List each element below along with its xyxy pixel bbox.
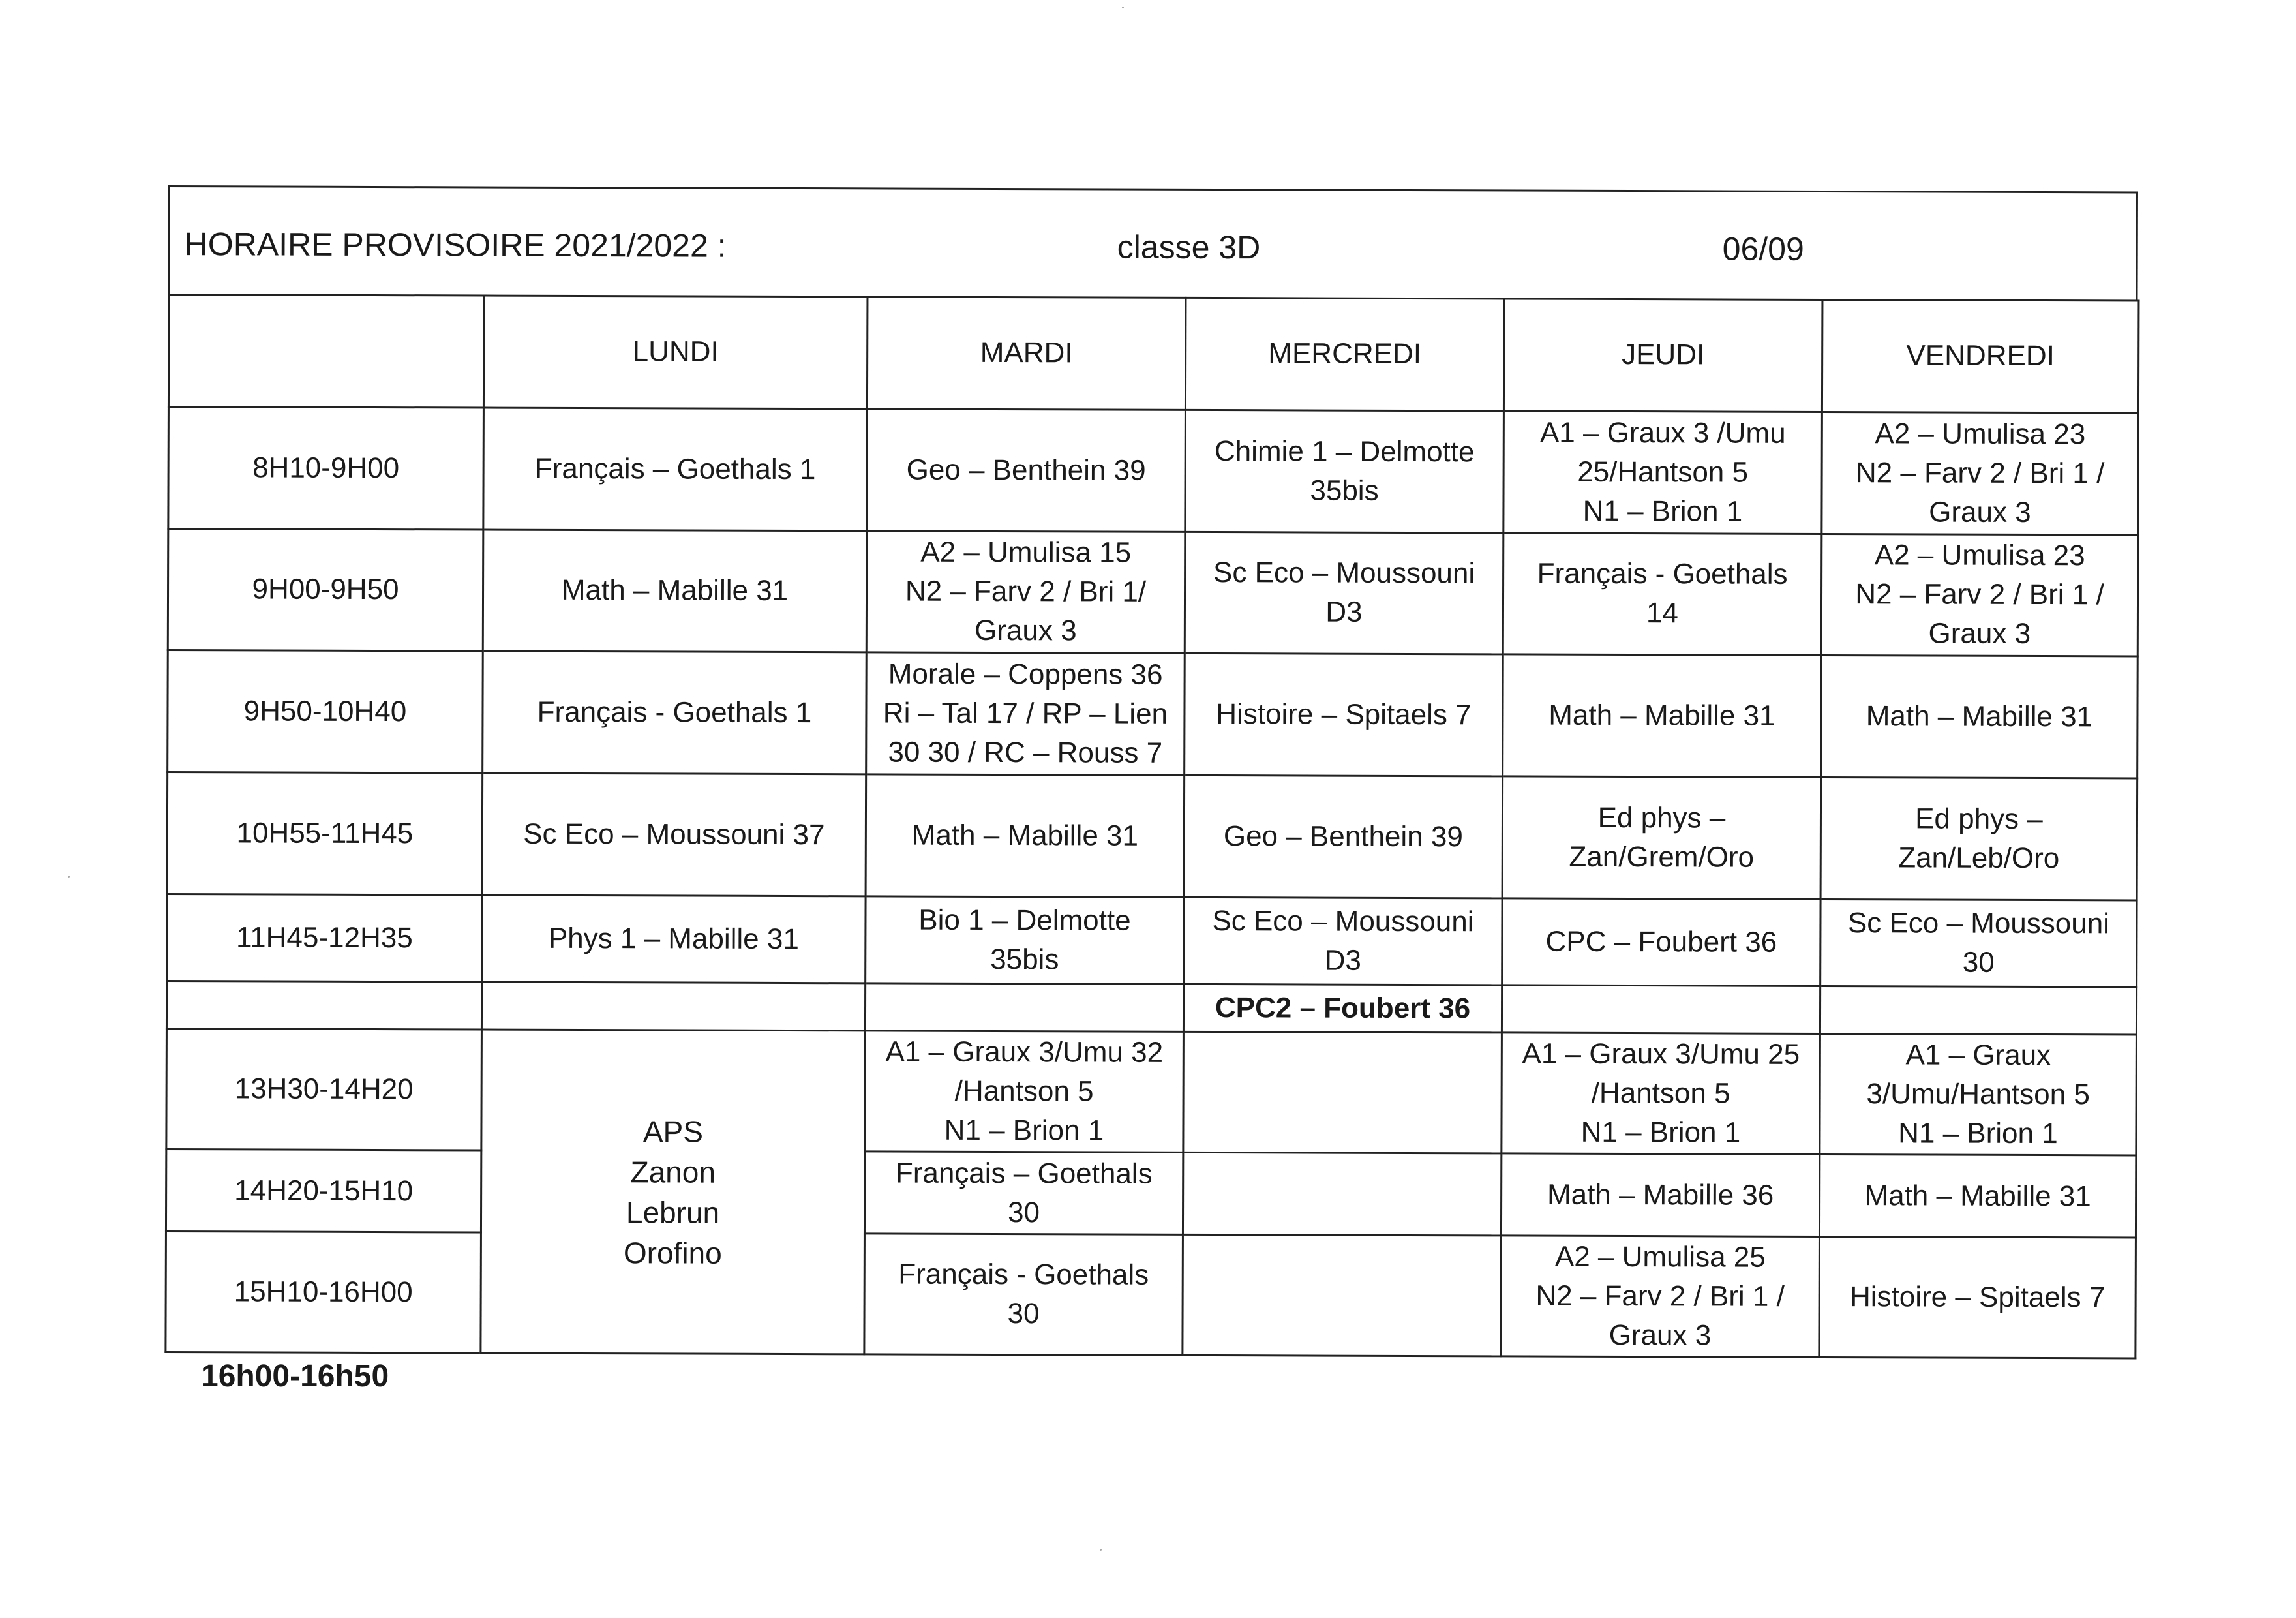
lesson-cell: Bio 1 – Delmotte 35bis <box>866 896 1184 985</box>
lesson-cell: A1 – Graux 3/Umu 32 /Hantson 5 N1 – Brion 1 <box>865 1031 1184 1152</box>
table-row <box>168 406 2139 534</box>
lesson-cell: Sc Eco – Moussouni 37 <box>482 773 866 896</box>
day-header-lundi: LUNDI <box>483 296 868 409</box>
lesson-cell: A1 – Graux 3/Umu/Hantson 5 N1 – Brion 1 <box>1820 1034 2137 1155</box>
class-label: classe 3D <box>1117 228 1261 266</box>
lesson-cell: Math – Mabille 36 <box>1501 1153 1819 1237</box>
day-header-mercredi: MERCREDI <box>1185 298 1504 410</box>
day-header-mardi: MARDI <box>867 297 1186 410</box>
lesson-cell: Geo – Benthein 39 <box>1184 776 1503 898</box>
lesson-cell <box>1183 1031 1502 1153</box>
lesson-cell: A2 – Umulisa 25 N2 – Farv 2 / Bri 1 / Graux 3 <box>1501 1236 1820 1357</box>
lesson-cell: Math – Mabille 31 <box>1503 654 1822 777</box>
lesson-cell: A2 – Umulisa 15 N2 – Farv 2 / Bri 1/ Graux 3 <box>866 530 1185 653</box>
lesson-cell: Phys 1 – Mabille 31 <box>482 895 866 983</box>
lesson-cell: Ed phys – Zan/Leb/Oro <box>1820 778 2137 900</box>
table-row <box>166 1149 2136 1238</box>
timetable <box>164 185 2138 1359</box>
lesson-cell: Ed phys – Zan/Grem/Oro <box>1502 776 1821 899</box>
time-slot <box>166 981 481 1030</box>
timetable-title: HORAIRE PROVISOIRE 2021/2022 : <box>184 226 727 264</box>
time-slot: 15H10-16H00 <box>166 1232 481 1353</box>
lesson-cell: Math – Mabille 31 <box>1819 1154 2136 1238</box>
scan-speck <box>1122 7 1124 8</box>
time-slot: 14H20-15H10 <box>166 1149 481 1232</box>
date-label: 06/09 <box>1722 230 1804 267</box>
extra-time-slot: 16h00-16h50 <box>201 1359 389 1394</box>
lesson-cell: Français – Goethals 1 <box>483 408 868 531</box>
lesson-cell <box>865 983 1183 1031</box>
lesson-cell: Histoire – Spitaels 7 <box>1185 654 1503 776</box>
lesson-cell: Morale – Coppens 36 Ri – Tal 17 / RP – Lien 30 30 / RC – Rouss 7 <box>866 652 1185 775</box>
table-row <box>167 894 2137 988</box>
lesson-cell: Geo – Benthein 39 <box>867 409 1186 532</box>
lesson-cell <box>1820 986 2136 1035</box>
time-slot: 9H00-9H50 <box>168 528 483 651</box>
day-header-vendredi: VENDREDI <box>1822 299 2139 412</box>
lesson-cell: Sc Eco – Moussouni D3 <box>1184 897 1502 985</box>
lesson-cell: Math – Mabille 31 <box>866 774 1185 897</box>
table-row <box>168 650 2138 778</box>
lesson-cell: Math – Mabille 31 <box>1821 656 2138 778</box>
scan-speck <box>68 876 70 878</box>
lesson-cell <box>1183 1152 1501 1236</box>
lesson-cell: A2 – Umulisa 23 N2 – Farv 2 / Bri 1 / Graux 3 <box>1822 412 2139 534</box>
lesson-cell: Sc Eco – Moussouni 30 <box>1820 900 2137 988</box>
table-row <box>168 528 2138 656</box>
day-header-jeudi: JEUDI <box>1503 299 1822 412</box>
schedule-grid <box>164 294 2139 1359</box>
lesson-cell: CPC – Foubert 36 <box>1502 898 1820 986</box>
lesson-cell <box>481 982 865 1031</box>
lesson-cell: Français - Goethals 14 <box>1503 532 1822 655</box>
lesson-cell: Français - Goethals 1 <box>483 651 867 774</box>
lesson-cell: Chimie 1 – Delmotte 35bis <box>1185 410 1504 532</box>
table-row <box>167 772 2137 900</box>
lesson-cell <box>1183 1235 1502 1356</box>
lesson-cell: A2 – Umulisa 23 N2 – Farv 2 / Bri 1 / Graux 3 <box>1821 534 2138 656</box>
lesson-cell: A1 – Graux 3/Umu 25 /Hantson 5 N1 – Brion 1 <box>1502 1033 1820 1154</box>
lesson-cell: Français – Goethals 30 <box>864 1152 1183 1235</box>
lesson-cell: Français - Goethals 30 <box>864 1234 1183 1355</box>
day-header-row <box>168 295 2139 413</box>
lesson-cell: CPC2 – Foubert 36 <box>1183 985 1502 1033</box>
lesson-cell: APS Zanon Lebrun Orofino <box>481 1030 866 1354</box>
time-slot: 8H10-9H00 <box>168 406 484 529</box>
lesson-cell: Math – Mabille 31 <box>483 530 867 653</box>
timetable-header <box>168 185 2138 299</box>
lesson-cell: Histoire – Spitaels 7 <box>1819 1237 2136 1358</box>
lesson-cell: Sc Eco – Moussouni D3 <box>1185 532 1503 654</box>
time-slot: 9H50-10H40 <box>168 650 483 773</box>
corner-cell <box>168 295 484 408</box>
scan-speck <box>1100 1549 1102 1551</box>
lesson-cell <box>1502 985 1820 1033</box>
time-slot: 13H30-14H20 <box>166 1029 482 1150</box>
lesson-cell: A1 – Graux 3 /Umu 25/Hantson 5 N1 – Brion 1 <box>1503 411 1822 534</box>
lunch-row <box>166 981 2136 1035</box>
table-row <box>166 1029 2137 1155</box>
table-row <box>166 1232 2136 1358</box>
time-slot: 11H45-12H35 <box>167 894 482 983</box>
time-slot: 10H55-11H45 <box>167 772 483 895</box>
